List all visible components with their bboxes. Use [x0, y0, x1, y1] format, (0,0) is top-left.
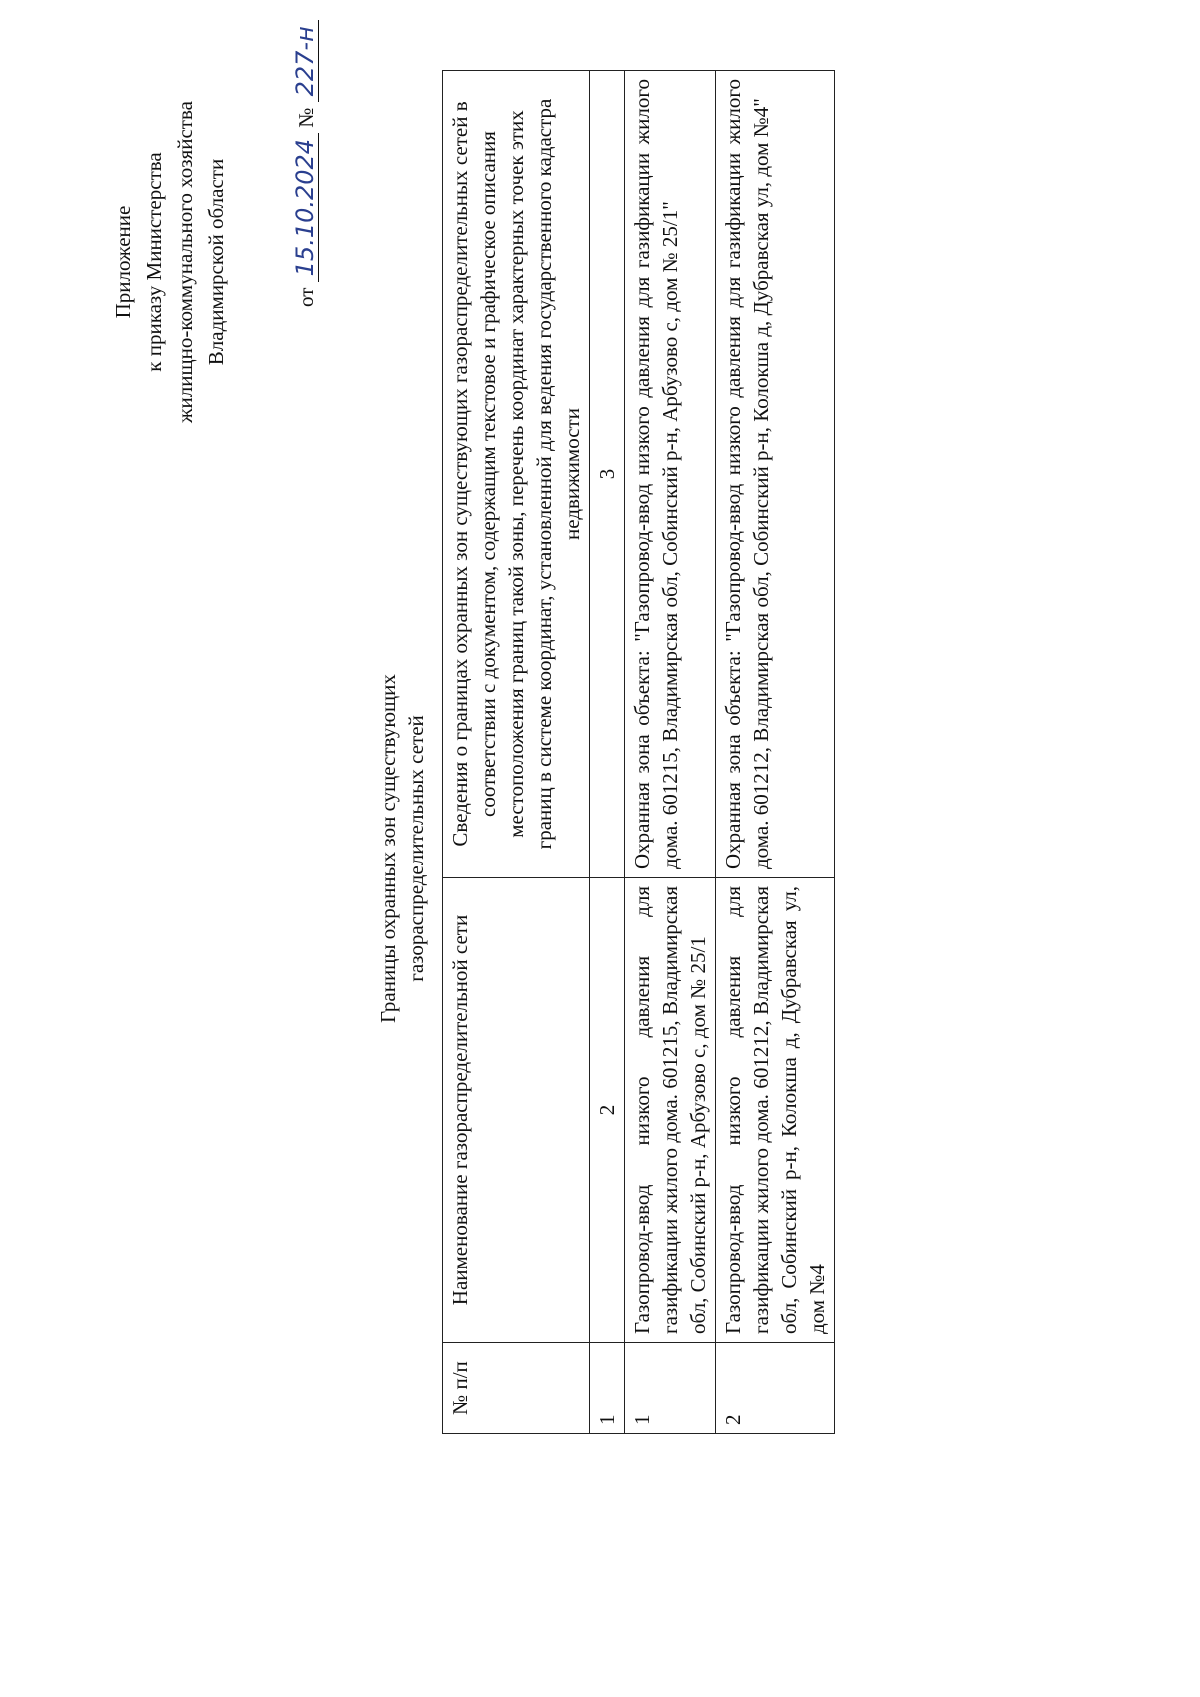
- appendix-line-3: жилищно-коммунального хозяйства: [173, 101, 197, 423]
- order-from-label: от: [294, 287, 318, 307]
- network-name-cell: Газопровод-ввод низкого давления для газификации жилого дома. 601212, Владимирская обл, Собинский р-н, Колокша д, Дубравская ул, дом №4: [716, 878, 835, 1343]
- zones-table: [442, 70, 835, 1434]
- header-number: № п/п: [443, 1343, 590, 1434]
- appendix-line-4: Владимирской области: [204, 158, 228, 366]
- header-zone-info: Сведения о границах охранных зон существующих газораспределительных сетей в соответствии с документом, содержащим текстовое и графическое описания местоположения границ такой зоны, перечень координат характерных точек этих границ в системе координат, установленной для ведения государственного кадастра недвижимости: [443, 71, 590, 878]
- title-line-2: газораспределительных сетей: [404, 715, 428, 982]
- title-line-1: Границы охранных зон существующих: [376, 674, 400, 1023]
- column-number-row: [590, 71, 625, 1434]
- row-number: 1: [625, 1343, 716, 1434]
- order-date: 15.10.2024: [292, 133, 319, 282]
- appendix-line-2: к приказу Министерства: [142, 152, 166, 372]
- appendix-line-1: Приложение: [111, 205, 135, 319]
- order-line: [292, 20, 319, 307]
- order-number-label: №: [294, 107, 318, 128]
- network-name-cell: Газопровод-ввод низкого давления для газификации жилого дома. 601215, Владимирская обл, Собинский р-н, Арбузово с, дом № 25/1: [625, 878, 716, 1343]
- appendix-block: [108, 42, 232, 482]
- column-number-1: 1: [590, 1343, 625, 1434]
- order-number: 227-н: [292, 20, 319, 102]
- column-number-2: 2: [590, 878, 625, 1343]
- row-number: 2: [716, 1343, 835, 1434]
- zone-info-cell: Охранная зона объекта: "Газопровод-ввод низкого давления для газификации жилого дома. 601215, Владимирская обл, Собинский р-н, Арбузово с, дом № 25/1": [625, 71, 716, 878]
- header-network-name: Наименование газораспределительной сети: [443, 878, 590, 1343]
- table-row: [716, 71, 835, 1434]
- table-header-row: [443, 71, 590, 1434]
- table-row: [625, 71, 716, 1434]
- column-number-3: 3: [590, 71, 625, 878]
- document-title: [374, 0, 430, 1697]
- zone-info-cell: Охранная зона объекта: "Газопровод-ввод низкого давления для газификации жилого дома. 601212, Владимирская обл, Собинский р-н, Колокша д, Дубравская ул, дом №4": [716, 71, 835, 878]
